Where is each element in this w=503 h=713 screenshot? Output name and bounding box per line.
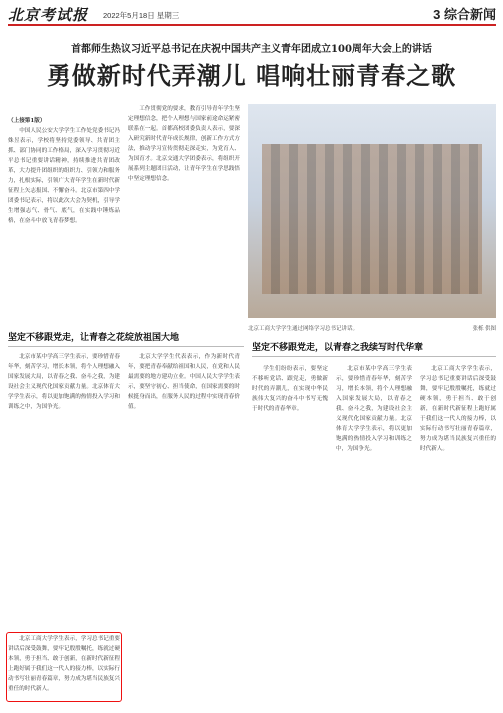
photo-students	[262, 144, 482, 294]
subhead-2: 坚定不移跟党走，以青春之我续写时代华章	[252, 343, 424, 353]
paragraph: 北京工商大学学生表示，学习总书记重要讲话后深受鼓舞，要牢记殷殷嘱托，练就过硬本领，勇于担当、敢于创新，在新时代新征程上跑好属于我们这一代人的接力棒，以实际行动书写壮丽青春篇章，努力成为堪当民族复兴重任的时代新人。	[8, 636, 120, 692]
masthead-divider	[8, 24, 496, 26]
newspaper-logo: 北京考试报	[8, 6, 89, 24]
highlight-box	[6, 632, 122, 702]
divider	[8, 346, 244, 347]
weekday-text: 星期三	[156, 11, 180, 20]
masthead	[8, 4, 496, 24]
paragraph: 北京工商大学学生表示，学习总书记重要讲话后深受鼓舞，要牢记殷殷嘱托，练就过硬本领，勇于担当、敢于创新，在新时代新征程上跑好属于我们这一代人的接力棒，以实际行动书写壮丽青春篇章，努力成为堪当民族复兴重任的时代新人。	[420, 366, 496, 452]
issue-date	[103, 10, 179, 21]
paragraph: 北京大学学生代表表示，作为新时代青年，要把青春奉献给祖国和人民，在党和人民最需要的地方建功立业。中国人民大学学生表示，要坚守初心、担当使命，在国家需要的时候挺身而出，在服务人民的过程中实现青春价值。	[128, 354, 240, 410]
column-5	[252, 364, 328, 704]
subhead-1: 坚定不移跟党走，让青春之花绽放祖国大地	[8, 333, 180, 343]
column-3	[8, 352, 120, 622]
column-2	[128, 104, 240, 328]
photo-credit: 张栎 供图	[472, 326, 496, 332]
column-6	[336, 364, 412, 704]
article-headline: 勇做新时代弄潮儿 唱响壮丽青春之歌	[46, 61, 457, 90]
paragraph: 北京市某中学高三学生表示，要珍惜青春年华，刻苦学习，增长本领，将个人理想融入国家发展大局，以青春之我、奋斗之我，为建设社会主义现代化国家贡献力量。北京体育大学学生表示，将以更加饱满的热情投入学习和训练之中，为国争光。	[336, 366, 412, 452]
column-7	[420, 364, 496, 704]
column-1	[8, 116, 120, 328]
news-photo	[248, 104, 496, 318]
intro-note: （上接第1版）	[8, 118, 46, 124]
section-title: 3 综合新闻	[433, 7, 496, 22]
paragraph: 北京市某中学高三学生表示，要珍惜青春年华，刻苦学习，增长本领，将个人理想融入国家发展大局，以青春之我、奋斗之我，为建设社会主义现代化国家贡献力量。北京体育大学学生表示，将以更加饱满的热情投入学习和训练之中，为国争光。	[8, 354, 120, 410]
column-4	[128, 352, 240, 692]
paragraph: 学生们纷纷表示，要坚定不移听党话、跟党走，勇做新时代的弄潮儿，在实现中华民族伟大复兴的奋斗中书写无愧于时代的青春华章。	[252, 366, 328, 412]
divider	[252, 356, 496, 357]
caption-text: 北京工商大学学生通过网络学习总书记讲话。	[248, 326, 359, 332]
paragraph: 中国人民公安大学学生工作处党委书记冯姝昱表示，学校将坚持党委领导、共青团主抓、部门协同的工作格局，深入学习贯彻习近平总书记重要讲话精神，持续推进共青团改革，大力提升团组织的组织力、引领力和服务力，扎根实际，引领广大青年学生在新时代新征程上矢志报国、不懈奋斗。北京市第四中学团委书记表示，将以此次大会为契机，引导学生增强志气、骨气、底气，在实践中锤炼品格，在奋斗中放飞青春梦想。	[8, 128, 120, 224]
article-body	[8, 96, 496, 708]
paragraph: 工作贯彻党的要求，教育引导青年学生坚定理想信念，把个人理想与国家前途命运紧密联系在一起。首都高校团委负责人表示，要深入研究新时代青年成长规律，创新工作方式方法，推动学习宣传贯彻走深走实，为党育人、为国育才。北京交通大学团委表示，将组织开展系列主题团日活动，让青年学生在学思践悟中坚定理想信念。	[128, 106, 240, 182]
article-kicker: 首都师生热议习近平总书记在庆祝中国共产主义青年团成立100周年大会上的讲话	[71, 44, 432, 55]
photo-caption	[248, 324, 496, 334]
date-text: 2022年5月18日	[103, 11, 155, 20]
